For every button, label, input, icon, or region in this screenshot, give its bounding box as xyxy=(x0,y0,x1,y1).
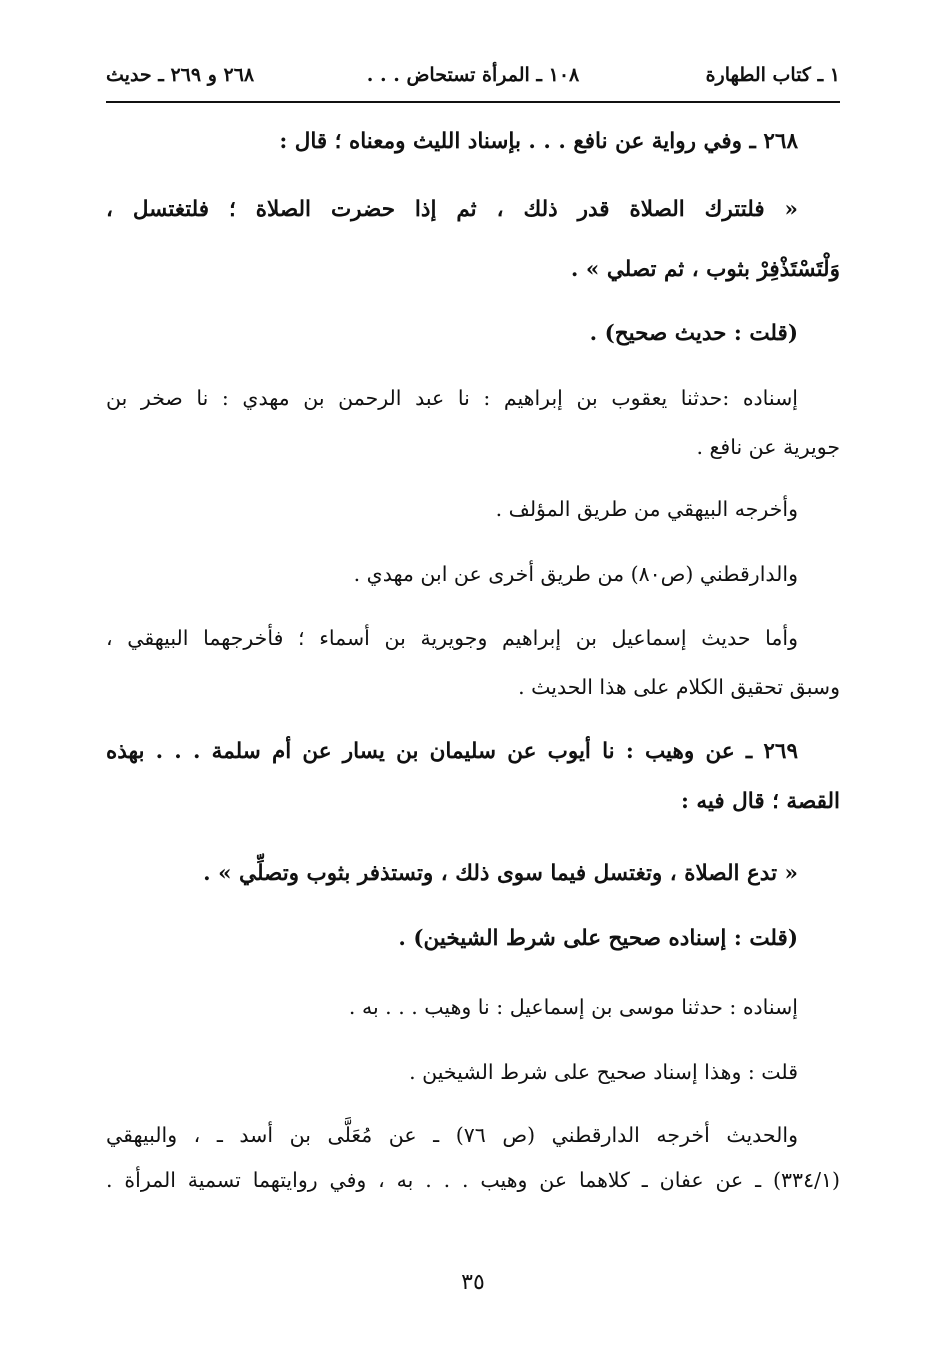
takhrij-269-line-2: (٣٣٤/١) ـ عن عفان ـ كلاهما عن وهيب . . . به ، وفي روايتهما تسمية المرأة . xyxy=(106,1168,840,1192)
takhrij-daraqutni: والدارقطني (ص٨٠) من طريق أخرى عن ابن مهدي . xyxy=(353,562,798,586)
note-line-2: وسبق تحقيق الكلام على هذا الحديث . xyxy=(518,675,840,699)
hadith-269-text: « تدع الصلاة ، وتغتسل فيما سوى ذلك ، وتستذفر بثوب وتصلِّي » . xyxy=(203,861,798,886)
hadith-269-heading-line-1: ٢٦٩ ـ عن وهيب : نا أيوب عن سليمان بن يسار عن أم سلمة . . . بهذه xyxy=(106,739,798,764)
isnad-269-assessment: قلت : وهذا إسناد صحيح على شرط الشيخين . xyxy=(409,1060,798,1084)
page-number: ٣٥ xyxy=(461,1270,485,1295)
hadith-268-text-line-2: وَلْتَسْتَذْفِرْ بثوب ، ثم تصلي » . xyxy=(570,257,840,282)
hadith-268-text-line-1: « فلتترك الصلاة قدر ذلك ، ثم إذا حضرت الصلاة ؛ فلتغتسل ، xyxy=(106,197,798,222)
running-header xyxy=(106,58,840,98)
hadith-269-heading-line-2: القصة ؛ قال فيه : xyxy=(680,789,840,814)
isnad-268-line-2: جويرية عن نافع . xyxy=(696,435,840,459)
takhrij-269-line-1: والحديث أخرجه الدارقطني (ص ٧٦) ـ عن مُعَلَّى بن أسد ـ ، والبيهقي xyxy=(106,1123,798,1147)
note-line-1: وأما حديث إسماعيل بن إبراهيم وجويرية بن أسماء ؛ فأخرجهما البيهقي ، xyxy=(106,626,798,650)
header-chapter-title: ١٠٨ ـ المرأة تستحاض . . . xyxy=(366,64,580,86)
header-book-title: ١ ـ كتاب الطهارة xyxy=(705,64,840,86)
header-rule xyxy=(106,101,840,103)
hadith-269-grading: (قلت : إسناده صحيح على شرط الشيخين) . xyxy=(398,926,798,951)
hadith-268-grading: (قلت : حديث صحيح) . xyxy=(589,321,798,346)
hadith-268-heading: ٢٦٨ ـ وفي رواية عن نافع . . . بإسناد الليث ومعناه ؛ قال : xyxy=(279,129,798,154)
isnad-268-line-1: إسناده :حدثنا يعقوب بن إبراهيم : نا عبد الرحمن بن مهدي : نا صخر بن xyxy=(106,386,798,410)
takhrij-bayhaqi: وأخرجه البيهقي من طريق المؤلف . xyxy=(495,497,798,521)
isnad-269: إسناده : حدثنا موسى بن إسماعيل : نا وهيب . . . به . xyxy=(348,995,798,1019)
header-hadith-numbers: ٢٦٨ و ٢٦٩ ـ حديث xyxy=(106,64,255,86)
